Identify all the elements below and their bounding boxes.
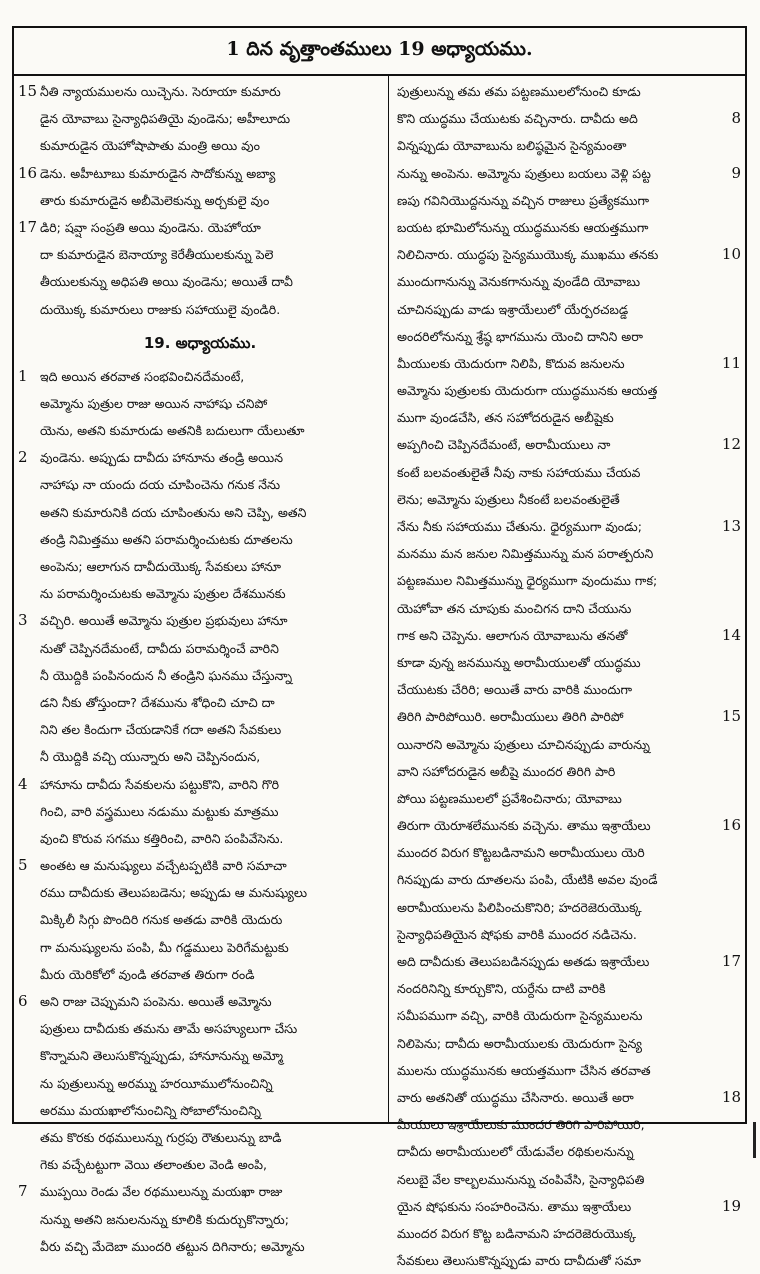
- verse-text: తమ కొరకు రథములున్ను గుర్రపు రౌతులున్ను బాడి: [40, 1129, 282, 1145]
- verse-text: తీయులకున్ను అధిపతి అయి వుండెను; అయితే దావీ: [40, 274, 293, 290]
- verse-text: మీయులకు యెదురుగా నిలిపి, కొదువ జనులను: [397, 355, 625, 371]
- text-line: [18, 1015, 382, 1042]
- verse-text: పుత్రులున్ను తమ తమ పట్టణములలోనుంచి కూడు: [397, 84, 641, 99]
- text-line: [18, 1206, 382, 1233]
- right-column: [389, 74, 745, 1269]
- verse-text: అరము మయఖాలోనుంచిన్ని సోబాలోనుంచిన్ని: [40, 1102, 261, 1118]
- text-line: [397, 622, 741, 649]
- text-line: [18, 607, 382, 634]
- verse-text: వచ్చిరి. అయితే అమ్మోను పుత్రుల ప్రభువులు హానూ: [40, 613, 288, 629]
- text-line: [397, 1193, 741, 1220]
- text-line: [397, 948, 741, 975]
- text-line: [18, 988, 382, 1015]
- verse-text: దుయొక్క కుమారులు రాజుకు సహాయులై వుండిరి.: [40, 301, 281, 317]
- verse-text: లెను; అమ్మోను పుత్రులు నీకంటే బలవంతులైతే: [397, 491, 620, 507]
- page-frame: [12, 26, 747, 1269]
- text-line: [18, 105, 382, 132]
- text-line: [18, 1124, 382, 1151]
- verse-text: కొని యుద్ధము చేయుటకు వచ్చినారు. దావీదు అది: [397, 111, 638, 127]
- verse-text: నున్ను అతని జనులనున్ను కూలికి కుదుర్చుకొన్నారు;: [40, 1211, 289, 1227]
- verse-text: డిరి; షవ్షా సంప్రతి అయి వుండెను. యెహోయా: [40, 219, 261, 235]
- text-line: [397, 758, 741, 785]
- text-line: [18, 798, 382, 825]
- verse-text: గాక అని చెప్పెను. ఆలాగున యోవాబును తనతో: [397, 627, 628, 643]
- text-line: [18, 689, 382, 716]
- verse-text: ఇది అయిన తరవాత సంభవించినదేమంటే,: [40, 368, 245, 384]
- verse-text: చూచినప్పుడు వాడు ఇశ్రాయేలులో యేర్పరచబడ్డ: [397, 301, 629, 317]
- verse-text: తిరుగా యెరూశలేమునకు వచ్చెను. తాము ఇశ్రాయేలు: [397, 818, 651, 834]
- text-line: [18, 662, 382, 689]
- verse-number: 7: [18, 1182, 28, 1201]
- verse-text: మనము మన జనుల నిమిత్తమున్ను మన పరాత్పరుని: [397, 546, 654, 562]
- verse-text: తారు కుమారుడైన అబీమెలెకున్ను అర్చకులై వుం: [40, 192, 270, 208]
- verse-number: 12: [721, 435, 741, 454]
- verse-text: అప్పగించి చెప్పినదేమంటే, అరామీయులు నా: [397, 437, 611, 453]
- verse-text: అది దావీదుకు తెలుపబడినప్పుడు అతడు ఇశ్రాయేలు: [397, 954, 650, 969]
- verse-text: అని రాజు చెప్పుమని పంపెను. అయితే అమ్మోను: [40, 994, 272, 1009]
- text-line: [397, 241, 741, 268]
- text-line: [18, 771, 382, 798]
- verse-text: విన్నప్పుడు యోవాబును బలిష్ఠమైన సైన్యమంతా: [397, 138, 627, 154]
- verse-number: 17: [18, 217, 38, 236]
- verse-text: మిక్కిలీ సిగ్గు పొందిరి గనుక అతడు వారికి యెదురు: [40, 912, 283, 928]
- scan-edge-mark: [753, 1122, 756, 1158]
- verse-text: గించి, వారి వస్త్రములు నడుము మట్టుకు మాత్రము: [40, 803, 279, 819]
- text-line: [397, 105, 741, 132]
- verse-text: నీ యొద్దికి వచ్చి యున్నారు అని చెప్పినందున,: [40, 749, 261, 765]
- text-line: [397, 1002, 741, 1029]
- verse-number: 18: [721, 1087, 741, 1106]
- verse-text: అంతట ఆ మనుష్యులు వచ్చేటప్పటికి వారి సమాచా: [40, 858, 287, 874]
- verse-text: బయట భూమిలోనున్ను యుద్ధమునకు ఆయత్తముగా: [397, 219, 649, 235]
- verse-number: 1: [18, 366, 28, 385]
- verse-text: నందరినిన్ని కూర్చుకొని, యర్దేను దాటి వారికి: [397, 981, 606, 997]
- text-line: [18, 214, 382, 241]
- text-line: [397, 268, 741, 295]
- text-line: [397, 132, 741, 159]
- text-line: [18, 296, 382, 323]
- verse-text: కూడా వున్న జనమున్ను అరామీయులతో యుద్ధము: [397, 654, 641, 670]
- text-line: [18, 825, 382, 852]
- verse-text: ముందర విరుగ కొట్టబడినామని అరామీయులు యెరి: [397, 845, 645, 861]
- text-line: [397, 160, 741, 187]
- left-column: [14, 74, 389, 1254]
- two-column-body: [14, 74, 745, 1269]
- verse-text: నీ యొద్దికి పంపినందున నీ తండ్రిని ఘనము చేస్తున్నా: [40, 667, 293, 683]
- verse-text: అమ్మోను పుత్రుల రాజు అయిన నాహాషు చనిపో: [40, 395, 268, 411]
- verse-text: అంపెను; ఆలాగున దావీదుయొక్క సేవకులు హానూ: [40, 559, 281, 574]
- verse-number: 8: [731, 109, 741, 128]
- verse-text: వాని సహోదరుడైన అబీషై ముందర తిరిగి పారి: [397, 763, 616, 779]
- verse-number: 9: [731, 163, 741, 182]
- text-line: [18, 743, 382, 770]
- text-line: [397, 812, 741, 839]
- text-line: [397, 866, 741, 893]
- text-line: [18, 268, 382, 295]
- verse-text: ముగా వుండచేసి, తన సహోదరుడైన అబీషైకు: [397, 410, 614, 426]
- verse-text: పుత్రులు దావీదుకు తమను తామే అసహ్యులుగా చేసు: [40, 1021, 298, 1037]
- verse-text: తిరిగి పారిపోయిరి. అరామీయులు తిరిగి పారిపో: [397, 709, 624, 725]
- verse-text: గా మనుష్యులను పంపి, మీ గడ్డములు పెరిగేమట్టుకు: [40, 939, 289, 955]
- text-line: [397, 540, 741, 567]
- verse-text: అందరిలోనున్ను శ్రేష్ఠ భాగమును యెంచి దానిని అరా: [397, 328, 643, 344]
- text-line: [18, 363, 382, 390]
- text-line: [18, 961, 382, 988]
- text-line: [397, 785, 741, 812]
- text-line: [397, 1166, 741, 1193]
- text-line: [18, 852, 382, 879]
- verse-number: 2: [18, 448, 28, 467]
- verse-text: కంటే బలవంతులైతే నీవు నాకు సహాయము చేయవ: [397, 464, 641, 480]
- verse-number: 15: [721, 707, 741, 726]
- text-line: [397, 187, 741, 214]
- text-line: [18, 1151, 382, 1178]
- verse-text: పట్టణముల నిమిత్తమున్ను ధైర్యముగా వుందుము గాక;: [397, 573, 658, 589]
- verse-number: 3: [18, 611, 28, 630]
- verse-text: డని నీకు తోస్తుందా? దేశమును శోధించి చూచి దా: [40, 694, 275, 710]
- verse-number: 14: [721, 625, 741, 644]
- text-line: [397, 921, 741, 948]
- text-line: [397, 404, 741, 431]
- verse-text: నిని తల కిందుగా చేయడానికే గదా అతని సేవకులు: [40, 722, 282, 738]
- text-line: [397, 377, 741, 404]
- verse-text: ములను యుద్ధమునకు ఆయత్తముగా చేసిన తరవాత: [397, 1062, 651, 1078]
- text-line: [397, 649, 741, 676]
- text-line: [18, 444, 382, 471]
- verse-text: వుంచి కొరువ సగము కత్తిరించి, వారిని పంపివేసెను.: [40, 830, 284, 846]
- verse-text: నాహాషు నా యందు దయ చూపించెను గనుక నేను: [40, 477, 281, 493]
- verse-text: నిలిచినారు. యుద్ధపు సైన్యముయొక్క ముఖము తనకు: [397, 247, 659, 263]
- verse-text: హానూను దావీదు సేవకులను పట్టుకొని, వారిని గొరి: [40, 776, 280, 792]
- verse-text: అమ్మోను పుత్రులకు యెదురుగా యుద్ధమునకు ఆయత్త: [397, 383, 658, 399]
- text-line: [18, 241, 382, 268]
- verse-text: యినారని అమ్మోను పుత్రులు చూచినప్పుడు వారున్ను: [397, 736, 650, 752]
- text-line: [397, 1030, 741, 1057]
- text-line: [18, 471, 382, 498]
- verse-text: డెను. అహీటూబు కుమారుడైన సాదోకున్ను అబ్యా: [40, 165, 276, 181]
- text-line: [18, 132, 382, 159]
- verse-text: డైన యోవాబు సైన్యాధిపతియై వుండెను; అహీలూదు: [40, 111, 291, 127]
- verse-text: నీతి న్యాయములను యిచ్చెను. సెరూయా కుమారు: [40, 84, 281, 99]
- verse-text: దావీదు అరామీయులలో యేడువేల రథికులనున్ను: [397, 1144, 634, 1160]
- text-line: [18, 390, 382, 417]
- text-line: [397, 296, 741, 323]
- text-line: [18, 499, 382, 526]
- text-line: [18, 553, 382, 580]
- chapter-heading: 19. అధ్యాయము.: [143, 333, 257, 352]
- verse-number: 6: [18, 992, 28, 1010]
- verse-text: నిలిపెను; దావీదు అరామీయులకు యెదురుగా సైన్య: [397, 1035, 642, 1051]
- text-line: [18, 187, 382, 214]
- verse-text: నలుబై వేల కాల్బలమునున్ను చంపివేసి, సైన్యాధిపతి: [397, 1171, 645, 1187]
- text-line: [397, 731, 741, 758]
- verse-text: వీరు వచ్చి మేదెబా ముందరి తట్టున దిగినారు; అమ్మోను: [40, 1238, 305, 1254]
- text-line: [397, 567, 741, 594]
- text-line: [397, 894, 741, 921]
- text-line: [397, 595, 741, 622]
- verse-text: యెహోవా తన చూపుకు మంచిగన దాని చేయును: [397, 600, 632, 616]
- verse-number: 4: [18, 774, 28, 793]
- text-line: [18, 1097, 382, 1124]
- text-line: [18, 1233, 382, 1260]
- verse-number: 11: [721, 353, 741, 372]
- verse-text: వారు అతనితో యుద్ధము చేసినారు. అయితే అరా: [397, 1089, 634, 1105]
- text-line: [18, 716, 382, 743]
- verse-text: దా కుమారుడైన బెనాయ్యా కెరేతీయులకున్ను పెలె: [40, 247, 274, 263]
- verse-text: ముప్పయి రెండు వేల రథములున్ను మయఖా రాజు: [40, 1184, 283, 1200]
- text-line: [397, 1220, 741, 1247]
- text-line: [397, 1111, 741, 1138]
- text-line: [18, 635, 382, 662]
- verse-text: మీయులు ఇశ్రాయేలుకు ముందర తిరిగి పారిపోయిరి;: [397, 1117, 645, 1133]
- text-line: [18, 1042, 382, 1069]
- verse-text: చేయుటకు చేరిరి; అయితే వారు వారికి ముందుగా: [397, 682, 633, 698]
- verse-text: అరామీయులను పిలిపించుకొనిరి; హదరెజెరుయొక్క: [397, 899, 642, 915]
- verse-text: ను పరామర్శించుటకు అమ్మోను పుత్రుల దేశమునకు: [40, 586, 286, 602]
- verse-text: తండ్రి నిమిత్తము అతని పరామర్శించుటకు దూతలను: [40, 531, 293, 547]
- text-line: [18, 1070, 382, 1097]
- verse-text: కొన్నామని తెలుసుకొన్నప్పుడు, హానూనున్ను అమ్మో: [40, 1048, 283, 1064]
- verse-text: సేవకులు తెలుసుకొన్నప్పుడు వారు దావీదుతో సమా: [397, 1253, 641, 1269]
- text-line: [397, 975, 741, 1002]
- text-line: [397, 350, 741, 377]
- text-line: [18, 906, 382, 933]
- text-line: [397, 1138, 741, 1165]
- verse-text: గెకు వచ్చేటట్టుగా వెయి తలాంతుల వెండి అంపి,: [40, 1157, 267, 1173]
- verse-text: యైన షోఫకును సంహరించెను. తాము ఇశ్రాయేలు: [397, 1198, 632, 1214]
- verse-text: పోయి పట్టణములలో ప్రవేశించినారు; యోవాబు: [397, 790, 622, 806]
- text-line: [18, 934, 382, 961]
- text-line: [397, 1084, 741, 1111]
- text-line: [18, 1178, 382, 1205]
- verse-text: యెను, అతని కుమారుడు అతనికి బదులుగా యేలుతూ: [40, 423, 305, 439]
- text-line: [397, 459, 741, 486]
- text-line: [397, 676, 741, 703]
- verse-number: 16: [721, 816, 741, 835]
- verse-text: ముందుగానున్ను వెనుకగానున్ను వుండేది యోవాబు: [397, 274, 641, 290]
- text-line: [18, 417, 382, 444]
- verse-number: 13: [721, 517, 741, 535]
- text-line: [397, 78, 741, 105]
- verse-text: నున్ను అంపెను. అమ్మోను పుత్రులు బయలు వెళ్లి పట్ట: [397, 165, 651, 181]
- text-line: [397, 1247, 741, 1274]
- text-line: [397, 214, 741, 241]
- text-line: [18, 580, 382, 607]
- verse-text: నుతో చెప్పినదేమంటే, దావీదు పరామర్శించే వారిని: [40, 640, 279, 656]
- text-line: [397, 486, 741, 513]
- text-line: [18, 879, 382, 906]
- verse-number: 16: [18, 163, 38, 182]
- verse-text: ను పుత్రులున్ను అరమ్ను హరయీములోనుంచిన్ని: [40, 1075, 273, 1091]
- verse-text: కుమారుడైన యెహోషాపాతు మంత్రి అయి వుం: [40, 138, 260, 154]
- verse-text: మీరు యెరికోలో వుండి తరవాత తిరుగా రండి: [40, 966, 255, 982]
- text-line: [397, 431, 741, 458]
- verse-text: నేను నీకు సహాయము చేతును. ధైర్యముగా వుండు;: [397, 519, 642, 534]
- verse-number: 17: [721, 952, 741, 970]
- text-line: [397, 513, 741, 540]
- text-line: [397, 703, 741, 730]
- text-line: [397, 839, 741, 866]
- verse-text: ణపు గవినియొద్దనున్ను వచ్చిన రాజులు ప్రత్యేకముగా: [397, 192, 649, 208]
- verse-number: 15: [18, 82, 38, 100]
- text-line: [18, 78, 382, 105]
- text-line: [18, 526, 382, 553]
- verse-text: ముందర విరుగ కొట్ట బడినామని హదరెజెరుయొక్క: [397, 1225, 637, 1241]
- verse-number: 5: [18, 856, 28, 875]
- verse-number: 19: [721, 1196, 741, 1215]
- text-line: [397, 323, 741, 350]
- verse-text: సైన్యాధిపతియైన షోఫకు వారికి ముందర నడిచెను.: [397, 926, 637, 942]
- verse-text: సమీపముగా వచ్చి, వారికి యెదురుగా సైన్యములను: [397, 1008, 643, 1024]
- page-title: 1 దిన వృత్తాంతములు 19 అధ్యాయము.: [14, 28, 745, 76]
- verse-number: 10: [721, 245, 741, 264]
- text-line: [397, 1057, 741, 1084]
- verse-text: అతని కుమారునికి దయ చూపింతును అని చెప్పి, అతని: [40, 504, 307, 520]
- verse-text: వుండెను. అప్పుడు దావీదు హానూను తండ్రి అయిన: [40, 450, 284, 466]
- text-line: [18, 160, 382, 187]
- verse-text: గినప్పుడు వారు దూతలను పంపి, యేటికి అవల వుండే: [397, 872, 658, 888]
- verse-text: రము దావీదుకు తెలుపబడెను; అప్పుడు ఆ మనుష్యులు: [40, 885, 308, 901]
